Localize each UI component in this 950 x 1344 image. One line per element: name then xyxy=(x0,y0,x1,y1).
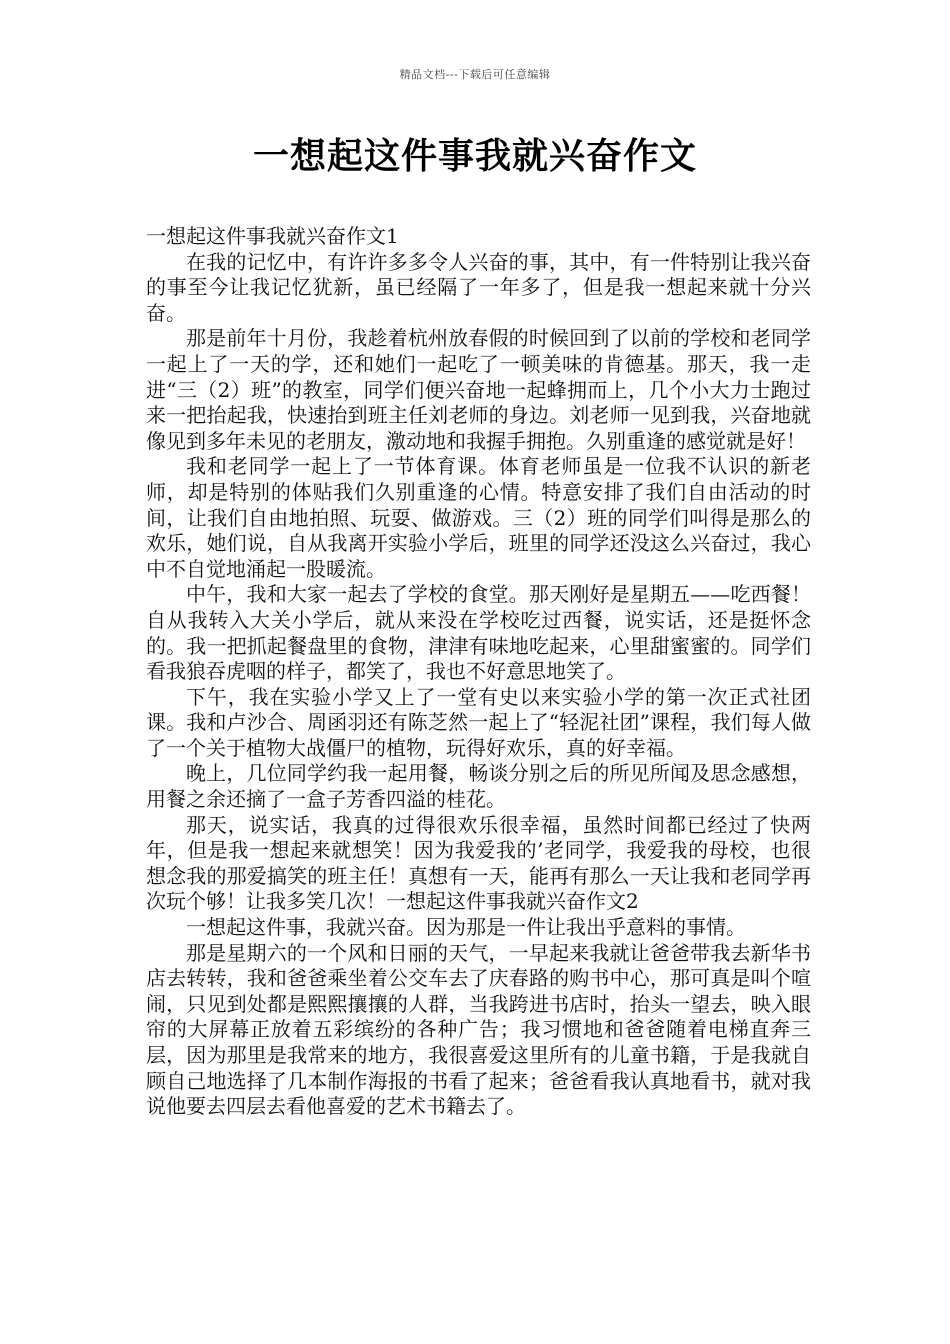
document-body xyxy=(146,224,811,1120)
paragraph: 那是星期六的一个风和日丽的天气，一早起来我就让爸爸带我去新华书店去转转，我和爸爸乘坐着公交车去了庆春路的购书中心，那可真是叫个喧闹，只见到处都是熙熙攘攘的人群，当我跨进书店时，抬头一望去，映入眼帘的大屏幕正放着五彩缤纷的各种广告；我习惯地和爸爸随着电梯直奔三层，因为那里是我常来的地方，我很喜爱这里所有的儿童书籍，于是我就自顾自己地选择了几本制作海报的书看了起来；爸爸看我认真地看书，就对我说他要去四层去看他喜爱的艺术书籍去了。 xyxy=(146,940,811,1119)
paragraph: 下午，我在实验小学又上了一堂有史以来实验小学的第一次正式社团课。我和卢沙合、周函羽还有陈芝然一起上了“轻泥社团”课程，我们每人做了一个关于植物大战僵尸的植物，玩得好欢乐，真的好幸福。 xyxy=(146,684,811,760)
paragraph: 那是前年十月份，我趁着杭州放春假的时候回到了以前的学校和老同学一起上了一天的学，还和她们一起吃了一顿美味的肯德基。那天，我一走进“三（2）班”的教室，同学们便兴奋地一起蜂拥而上，几个小大力士跑过来一把抬起我，快速抬到班主任刘老师的身边。刘老师一见到我，兴奋地就像见到多年未见的老朋友，激动地和我握手拥抱。久别重逢的感觉就是好！ xyxy=(146,326,811,453)
section-heading-1: 一想起这件事我就兴奋作文1 xyxy=(146,224,399,248)
paragraph: 晚上，几位同学约我一起用餐，畅谈分别之后的所见所闻及思念感想，用餐之余还摘了一盒子芳香四溢的桂花。 xyxy=(146,761,811,812)
paragraph: 那天，说实话，我真的过得很欢乐很幸福，虽然时间都已经过了快两年，但是我一想起来就想笑！因为我爱我的’老同学，我爱我的母校，也很想念我的那爱搞笑的班主任！真想有一天，能再有那么一天让我和老同学再次玩个够！让我多笑几次！一想起这件事我就兴奋作文2 xyxy=(146,812,811,914)
paragraph: 一想起这件事，我就兴奋。因为那是一件让我出乎意料的事情。 xyxy=(186,915,746,940)
paragraph: 在我的记忆中，有许许多多令人兴奋的事，其中，有一件特别让我兴奋的事至今让我记忆犹新，虽已经隔了一年多了，但是我一想起来就十分兴奋。 xyxy=(146,249,811,325)
page-header-note: 精品文档---下载后可任意编辑 xyxy=(399,68,551,81)
paragraph: 我和老同学一起上了一节体育课。体育老师虽是一位我不认识的新老师，却是特别的体贴我们久别重逢的心情。特意安排了我们自由活动的时间，让我们自由地拍照、玩耍、做游戏。三（2）班的同学们叫得是那么的欢乐，她们说，自从我离开实验小学后，班里的同学还没这么兴奋过，我心中不自觉地涌起一股暖流。 xyxy=(146,454,811,581)
document-title: 一想起这件事我就兴奋作文 xyxy=(252,136,697,177)
paragraph: 中午，我和大家一起去了学校的食堂。那天刚好是星期五——吃西餐！自从我转入大关小学后，就从来没在学校吃过西餐，说实话，还是挺怀念的。我一把抓起餐盘里的食物，津津有味地吃起来，心里甜蜜蜜的。同学们看我狼吞虎咽的样子，都笑了，我也不好意思地笑了。 xyxy=(146,582,811,684)
